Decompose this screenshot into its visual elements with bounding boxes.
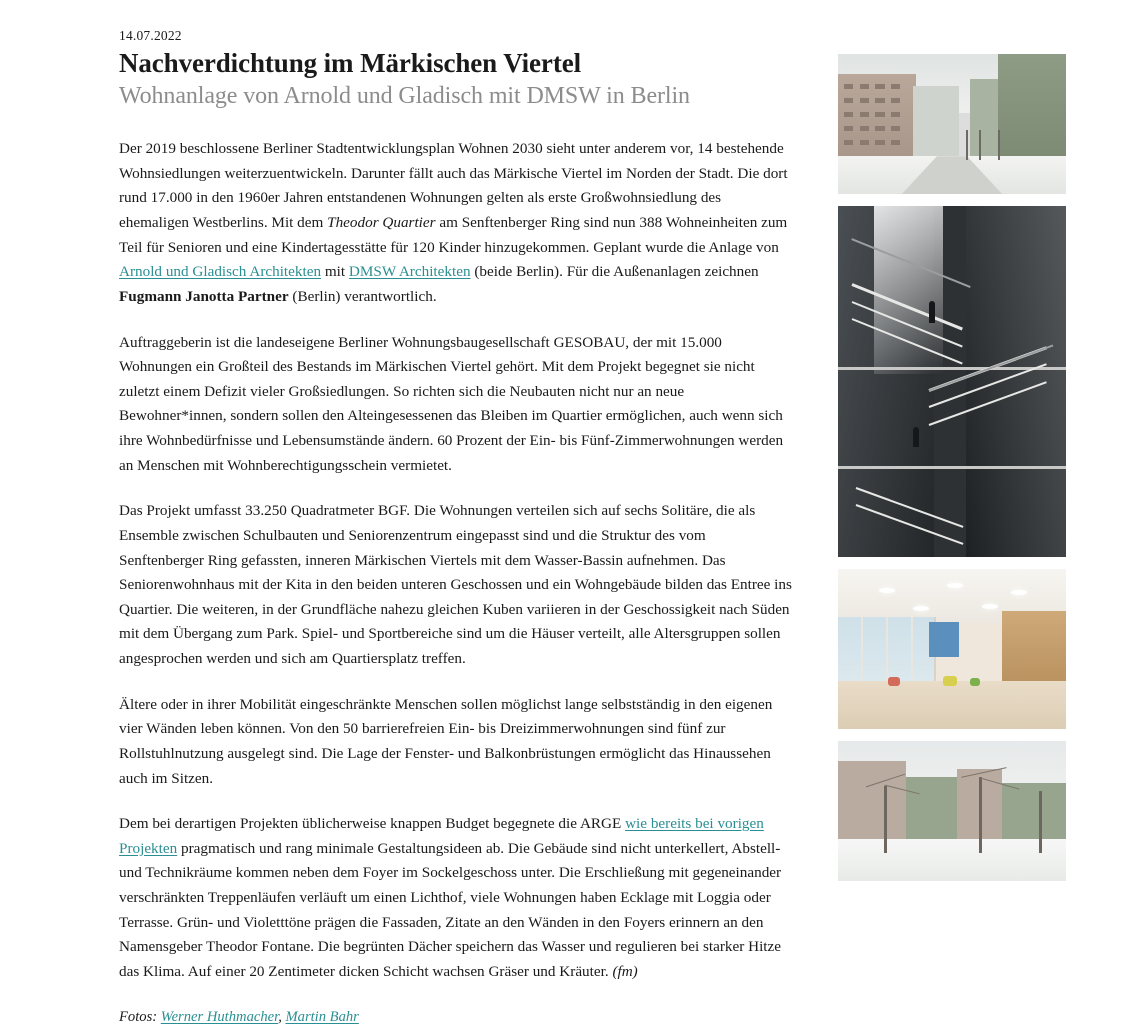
photo-kita-interior[interactable] <box>838 569 1066 729</box>
link-photographer-bahr[interactable]: Martin Bahr <box>285 1008 359 1025</box>
paragraph-1-text-b: am Senftenberger Ring sind nun 388 Wohneinheiten zum Teil für Senioren und eine Kindertagesstätte für 120 Kinder hinzugekommen. Geplant wurde die Anlage von <box>119 214 788 256</box>
link-photographer-huthmacher[interactable]: Werner Huthmacher <box>160 1008 279 1025</box>
link-dmsw-architekten[interactable]: DMSW Architekten <box>348 263 471 281</box>
window-wall <box>838 617 936 684</box>
photo-credits <box>119 1009 794 1026</box>
article-content <box>119 28 794 1026</box>
paragraph-3: Das Projekt umfasst 33.250 Quadratmeter BGF. Die Wohnungen verteilen sich auf sechs Solitäre, die als Ensemble zwischen Schulbauten und Seniorenzentrum eingepasst sind und die Struktur des vom Senftenberger Ring gefassten, inneren Märkischen Viertels mit dem Wasser-Bassin aufnehmen. Das Seniorenwohnhaus mit der Kita in den beiden unteren Geschossen und ein Wohngebäude bilden das Entree ins Quartier. Die weiteren, in der Grundfläche nahezu gleichen Kuben variieren in der Geschossigkeit nach Süden mit dem Übergang zum Park. Spiel- und Sportbereiche sind um die Häuser verteilt, alle Altersgruppen sollen angesprochen werden und sich am Quartiersplatz treffen. <box>119 502 792 667</box>
snow-ground <box>838 839 1066 881</box>
paragraph-5 <box>119 812 794 984</box>
light-glare <box>874 206 942 374</box>
blue-panel <box>929 622 959 657</box>
photo-stairwell-lightwell[interactable] <box>838 206 1066 557</box>
link-vorige-projekte[interactable]: wie bereits bei vorigen Projekten <box>119 815 764 857</box>
floor <box>838 681 1066 729</box>
wood-wall <box>1002 611 1066 688</box>
building-left <box>838 74 916 161</box>
paragraph-1 <box>119 137 794 309</box>
person-upper <box>929 301 935 323</box>
page-title: Nachverdichtung im Märkischen Viertel <box>119 48 581 78</box>
person-lower <box>913 427 919 447</box>
publication-date: 14.07.2022 <box>119 28 182 43</box>
paragraph-5-text-b: pragmatisch und rang minimale Gestaltungsideen ab. Die Gebäude sind nicht unterkellert, Abstell- und Technikräume kommen neben dem Foyer im Sockelgeschoss unter. Die Erschließung mit gegeneinander verschränkten Treppenläufen verläuft um einen Lichthof, viele Wohnungen haben Ecklage mit Loggia oder Terrasse. Grün- und Violetttöne prägen die Fassaden, Zitate an den Wänden in den Foyers erinnern an den Namensgeber Theodor Fontane. Die begrünten Dächer speichern das Wasser und regulieren bei starker Hitze das Klima. Auf einer 20 Zentimeter dicken Schicht wachsen Gräser und Kräuter. <box>119 839 782 980</box>
author-initials: (fm) <box>612 962 638 980</box>
paragraph-1-text-d: (beide Berlin). Für die Außenanlagen zeichnen <box>470 263 759 281</box>
paragraph-1-text-e: (Berlin) verantwortlich. <box>288 287 437 305</box>
paragraph-5-text-a: Dem bei derartigen Projekten üblicherweise knappen Budget begegnete die ARGE <box>119 815 626 833</box>
project-name-italic: Theodor Quartier <box>327 214 436 231</box>
credits-separator: , <box>278 1008 286 1025</box>
photo-gallery <box>838 54 1066 893</box>
article-body <box>119 137 794 984</box>
landscape-architect-name: Fugmann Janotta Partner <box>119 287 289 305</box>
photo-credits-label: Fotos: <box>119 1008 161 1025</box>
paragraph-1-text-a: Der 2019 beschlossene Berliner Stadtentwicklungsplan Wohnen 2030 sieht unter anderem vor, 14 bestehende Wohnsiedlungen weiterzuentwickeln. Darunter fällt auch das Märkische Viertel im Norden der Stadt. Die dort rund 17.000 in den 1960er Jahren entstandenen Wohnungen gelten als erste Großwohnsiedlung des ehemaligen Westberlins. Mit dem <box>119 140 788 231</box>
paragraph-4: Ältere oder in ihrer Mobilität eingeschränkte Menschen sollen möglichst lange selbstständig in den eigenen vier Wänden leben können. Von den 50 barrierefreien Ein- bis Dreizimmerwohnungen sind fünf zur Rollstuhlnutzung ausgelegt sind. Die Lage der Fenster- und Balkonbrüstungen ermöglicht das Hinaussehen auch im Sitzen. <box>119 695 773 787</box>
building-mid <box>913 86 959 156</box>
link-arnold-gladisch[interactable]: Arnold und Gladisch Architekten <box>119 263 322 281</box>
photo-exterior-housing-blocks[interactable] <box>838 54 1066 194</box>
wall-right <box>966 206 1066 557</box>
photo-winter-street[interactable] <box>838 741 1066 881</box>
article-subtitle: Wohnanlage von Arnold und Gladisch mit DMSW in Berlin <box>119 82 690 109</box>
paragraph-1-text-c: mit <box>321 263 349 281</box>
building-right-green <box>998 54 1066 158</box>
paragraph-2: Auftraggeberin ist die landeseigene Berliner Wohnungsbaugesellschaft GESOBAU, der mit 15.000 Wohnungen ein Großteil des Bestands im Märkischen Viertel gehört. Mit dem Projekt begegnet sie nicht zuletzt einem Defizit vieler Großsiedlungen. So richten sich die Neubauten nicht nur an neue Bewohner*innen, sondern sollen den Alteingesessenen das Bleiben im Quartier ermöglichen, auch wenn sich ihre Wohnbedürfnisse und Lebensumstände ändern. 60 Prozent der Ein- bis Fünf-Zimmerwohnungen werden an Menschen mit Wohnberechtigungsschein vermietet. <box>119 333 784 474</box>
